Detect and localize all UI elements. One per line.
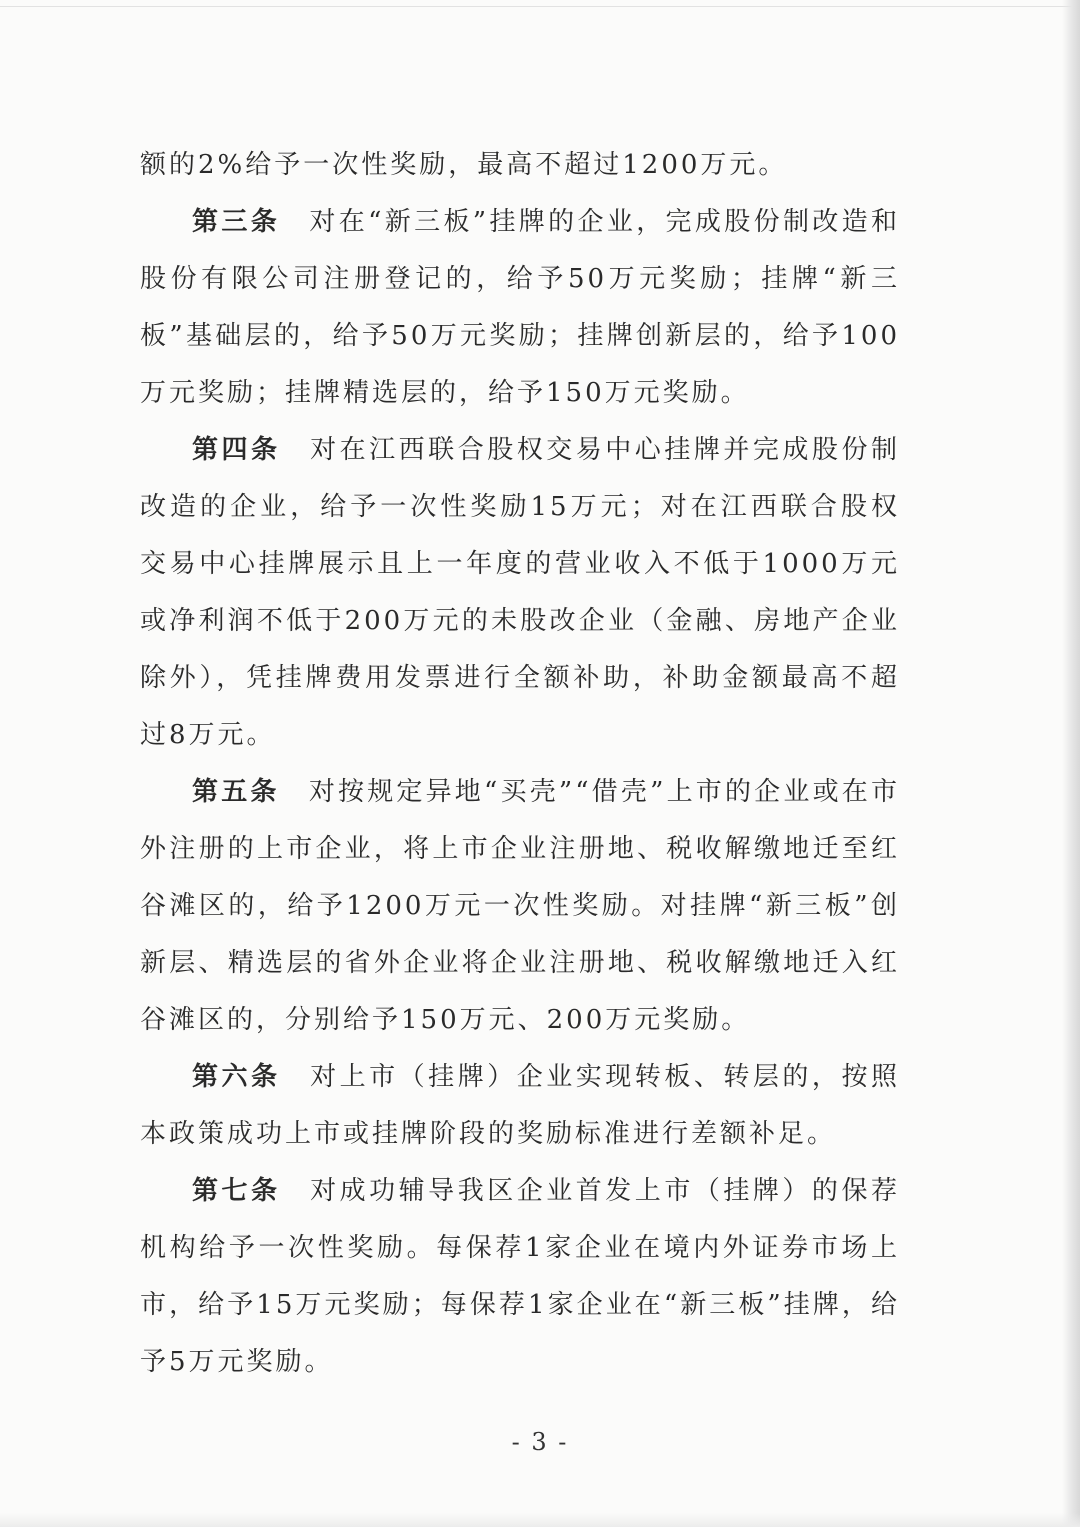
article-label: 第三条: [192, 207, 281, 237]
article-4: [140, 422, 900, 764]
scan-edge-shadow: [1062, 0, 1080, 1527]
article-label: 第六条: [192, 1062, 281, 1092]
article-5: [140, 764, 900, 1049]
article-label: 第五条: [192, 777, 280, 807]
article-text: 对按规定异地“买壳”“借壳”上市的企业或在市外注册的上市企业，将上市企业注册地、税收解缴地迁至红谷滩区的，给予1200万元一次性奖励。对挂牌“新三板”创新层、精选层的省外企业将企业注册地、税收解缴地迁入红谷滩区的，分别给予150万元、200万元奖励。: [140, 777, 900, 1035]
article-text: 对在“新三板”挂牌的企业，完成股份制改造和股份有限公司注册登记的，给予50万元奖励；挂牌“新三板”基础层的，给予50万元奖励；挂牌创新层的，给予100万元奖励；挂牌精选层的，给予150万元奖励。: [140, 207, 900, 408]
paragraph-text: 额的2%给予一次性奖励，最高不超过1200万元。: [140, 150, 788, 180]
top-edge-line: [0, 6, 1080, 7]
article-6: [140, 1049, 900, 1163]
article-3: [140, 194, 900, 422]
article-label: 第七条: [192, 1176, 281, 1206]
scan-bottom-shadow: [0, 1513, 1080, 1527]
article-text: 对成功辅导我区企业首发上市（挂牌）的保荐机构给予一次性奖励。每保荐1家企业在境内外证券市场上市，给予15万元奖励；每保荐1家企业在“新三板”挂牌，给予5万元奖励。: [140, 1176, 900, 1377]
article-text: 对在江西联合股权交易中心挂牌并完成股份制改造的企业，给予一次性奖励15万元；对在江西联合股权交易中心挂牌展示且上一年度的营业收入不低于1000万元或净利润不低于200万元的未股改企业（金融、房地产企业除外），凭挂牌费用发票进行全额补助，补助金额最高不超过8万元。: [140, 435, 900, 750]
document-body: [140, 137, 900, 1391]
paragraph-continuation: [140, 137, 900, 194]
article-label: 第四条: [192, 435, 281, 465]
article-text: 对上市（挂牌）企业实现转板、转层的，按照本政策成功上市或挂牌阶段的奖励标准进行差额补足。: [140, 1062, 900, 1149]
page-number: - 3 -: [511, 1428, 569, 1456]
article-7: [140, 1163, 900, 1391]
